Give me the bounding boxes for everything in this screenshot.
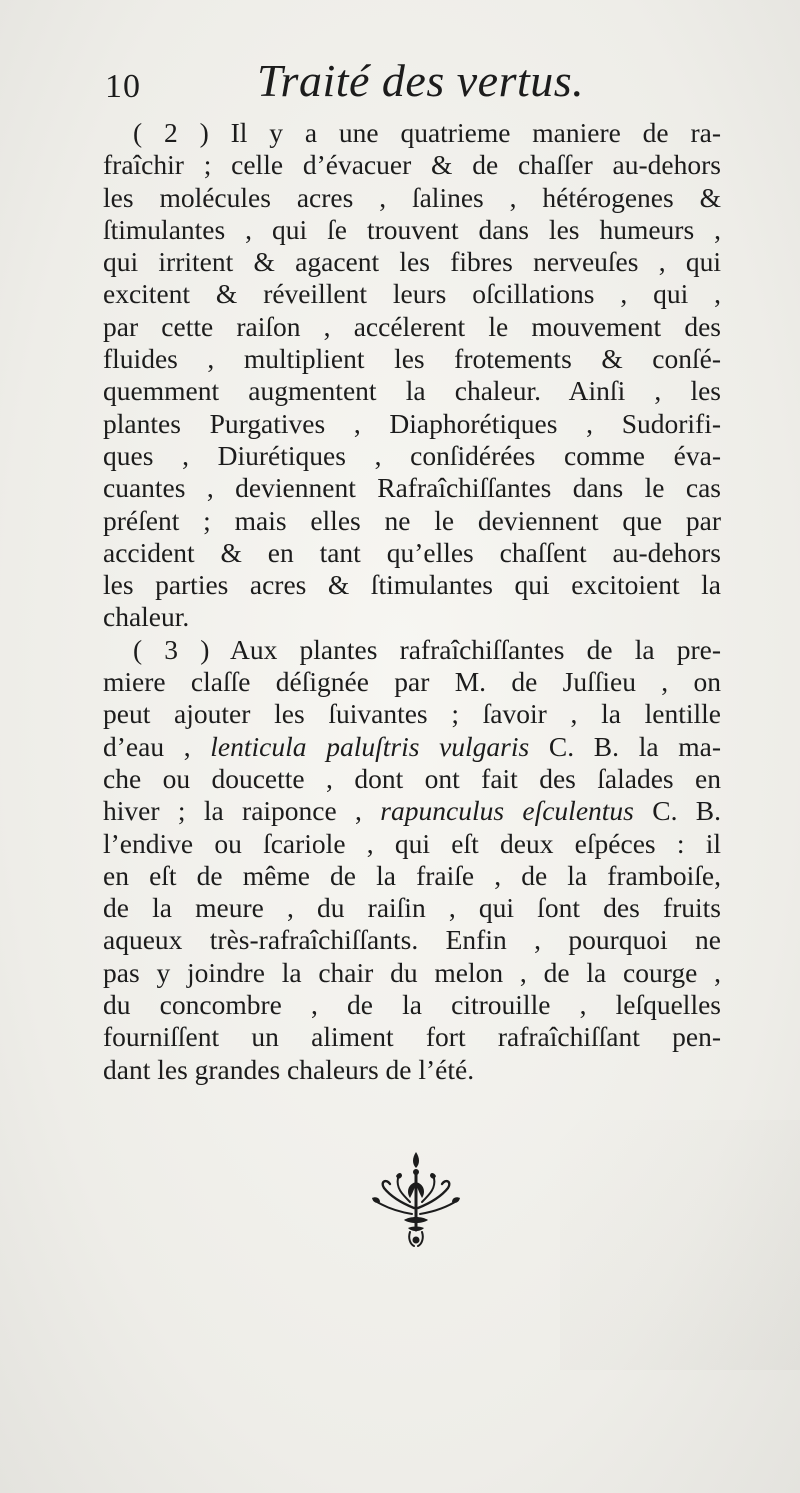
text-line: par cette raiſon , accélerent le mouvement des (103, 310, 721, 342)
text-line: en eſt de même de la fraiſe , de la framboiſe, (103, 859, 721, 891)
text-line: ( 3 ) Aux plantes rafraîchiſſantes de la pre- (133, 633, 721, 665)
text-line: fluides , multiplient les frotements & conſé- (103, 343, 721, 375)
text-line: hiver ; la raiponce , rapunculus eſculentus C. B. (103, 795, 721, 827)
text-line: préſent ; mais elles ne le deviennent que par (103, 504, 721, 536)
text-line: peut ajouter les ſuivantes ; ſavoir , la lentille (103, 698, 721, 730)
text-line: ques , Diurétiques , conſidérées comme éva- (103, 439, 721, 471)
text-line: miere claſſe déſignée par M. de Juſſieu , on (103, 666, 721, 698)
text-line: du concombre , de la citrouille , leſquelles (103, 989, 721, 1021)
text-line: les molécules acres , ſalines , hétérogenes & (103, 181, 721, 213)
text-line: fraîchir ; celle d’évacuer & de chaſſer au-dehors (103, 149, 721, 181)
fleuron-icon (366, 1148, 466, 1248)
text-line: quemment augmentent la chaleur. Ainſi , les (103, 375, 721, 407)
text-line: aqueux très-rafraîchiſſants. Enfin , pourquoi ne (103, 924, 721, 956)
text-line: de la meure , du raiſin , qui ſont des fruits (103, 892, 721, 924)
text-line: l’endive ou ſcariole , qui eſt deux eſpéces : il (103, 827, 721, 859)
text-line: pas y joindre la chair du melon , de la courge , (103, 956, 721, 988)
text-line: les parties acres & ſtimulantes qui excitoient la (103, 569, 721, 601)
text-line: excitent & réveillent leurs oſcillations , qui , (103, 278, 721, 310)
text-line: fourniſſent un aliment fort rafraîchiſſant pen- (103, 1021, 721, 1053)
show-through-shadow (560, 1120, 800, 1370)
text-line: chaleur. (103, 601, 190, 633)
latin-name: rapunculus eſculentus (380, 795, 634, 827)
text-line: ( 2 ) Il y a une quatrieme maniere de ra- (133, 117, 721, 148)
text-line: dant les grandes chaleurs de l’été. (103, 1053, 475, 1085)
text-line: che ou doucette , dont ont fait des ſalades en (103, 762, 721, 794)
text-line: plantes Purgatives , Diaphorétiques , Sudorifi- (103, 407, 721, 439)
text-line: ſtimulantes , qui ſe trouvent dans les humeurs , (103, 213, 721, 245)
text-line: cuantes , deviennent Rafraîchiſſantes dans le cas (103, 472, 721, 504)
text-line: qui irritent & agacent les fibres nerveuſes , qui (103, 246, 721, 278)
running-title: Traité des vertus. (257, 55, 585, 106)
text-line: d’eau , lenticula paluſtris vulgaris C. B. la ma- (103, 730, 721, 762)
page-number: 10 (105, 68, 141, 105)
text-line: accident & en tant qu’elles chaſſent au-dehors (103, 536, 721, 568)
latin-name: lenticula paluſtris vulgaris (210, 730, 530, 762)
page-header (105, 52, 725, 108)
body-text (103, 117, 721, 1086)
